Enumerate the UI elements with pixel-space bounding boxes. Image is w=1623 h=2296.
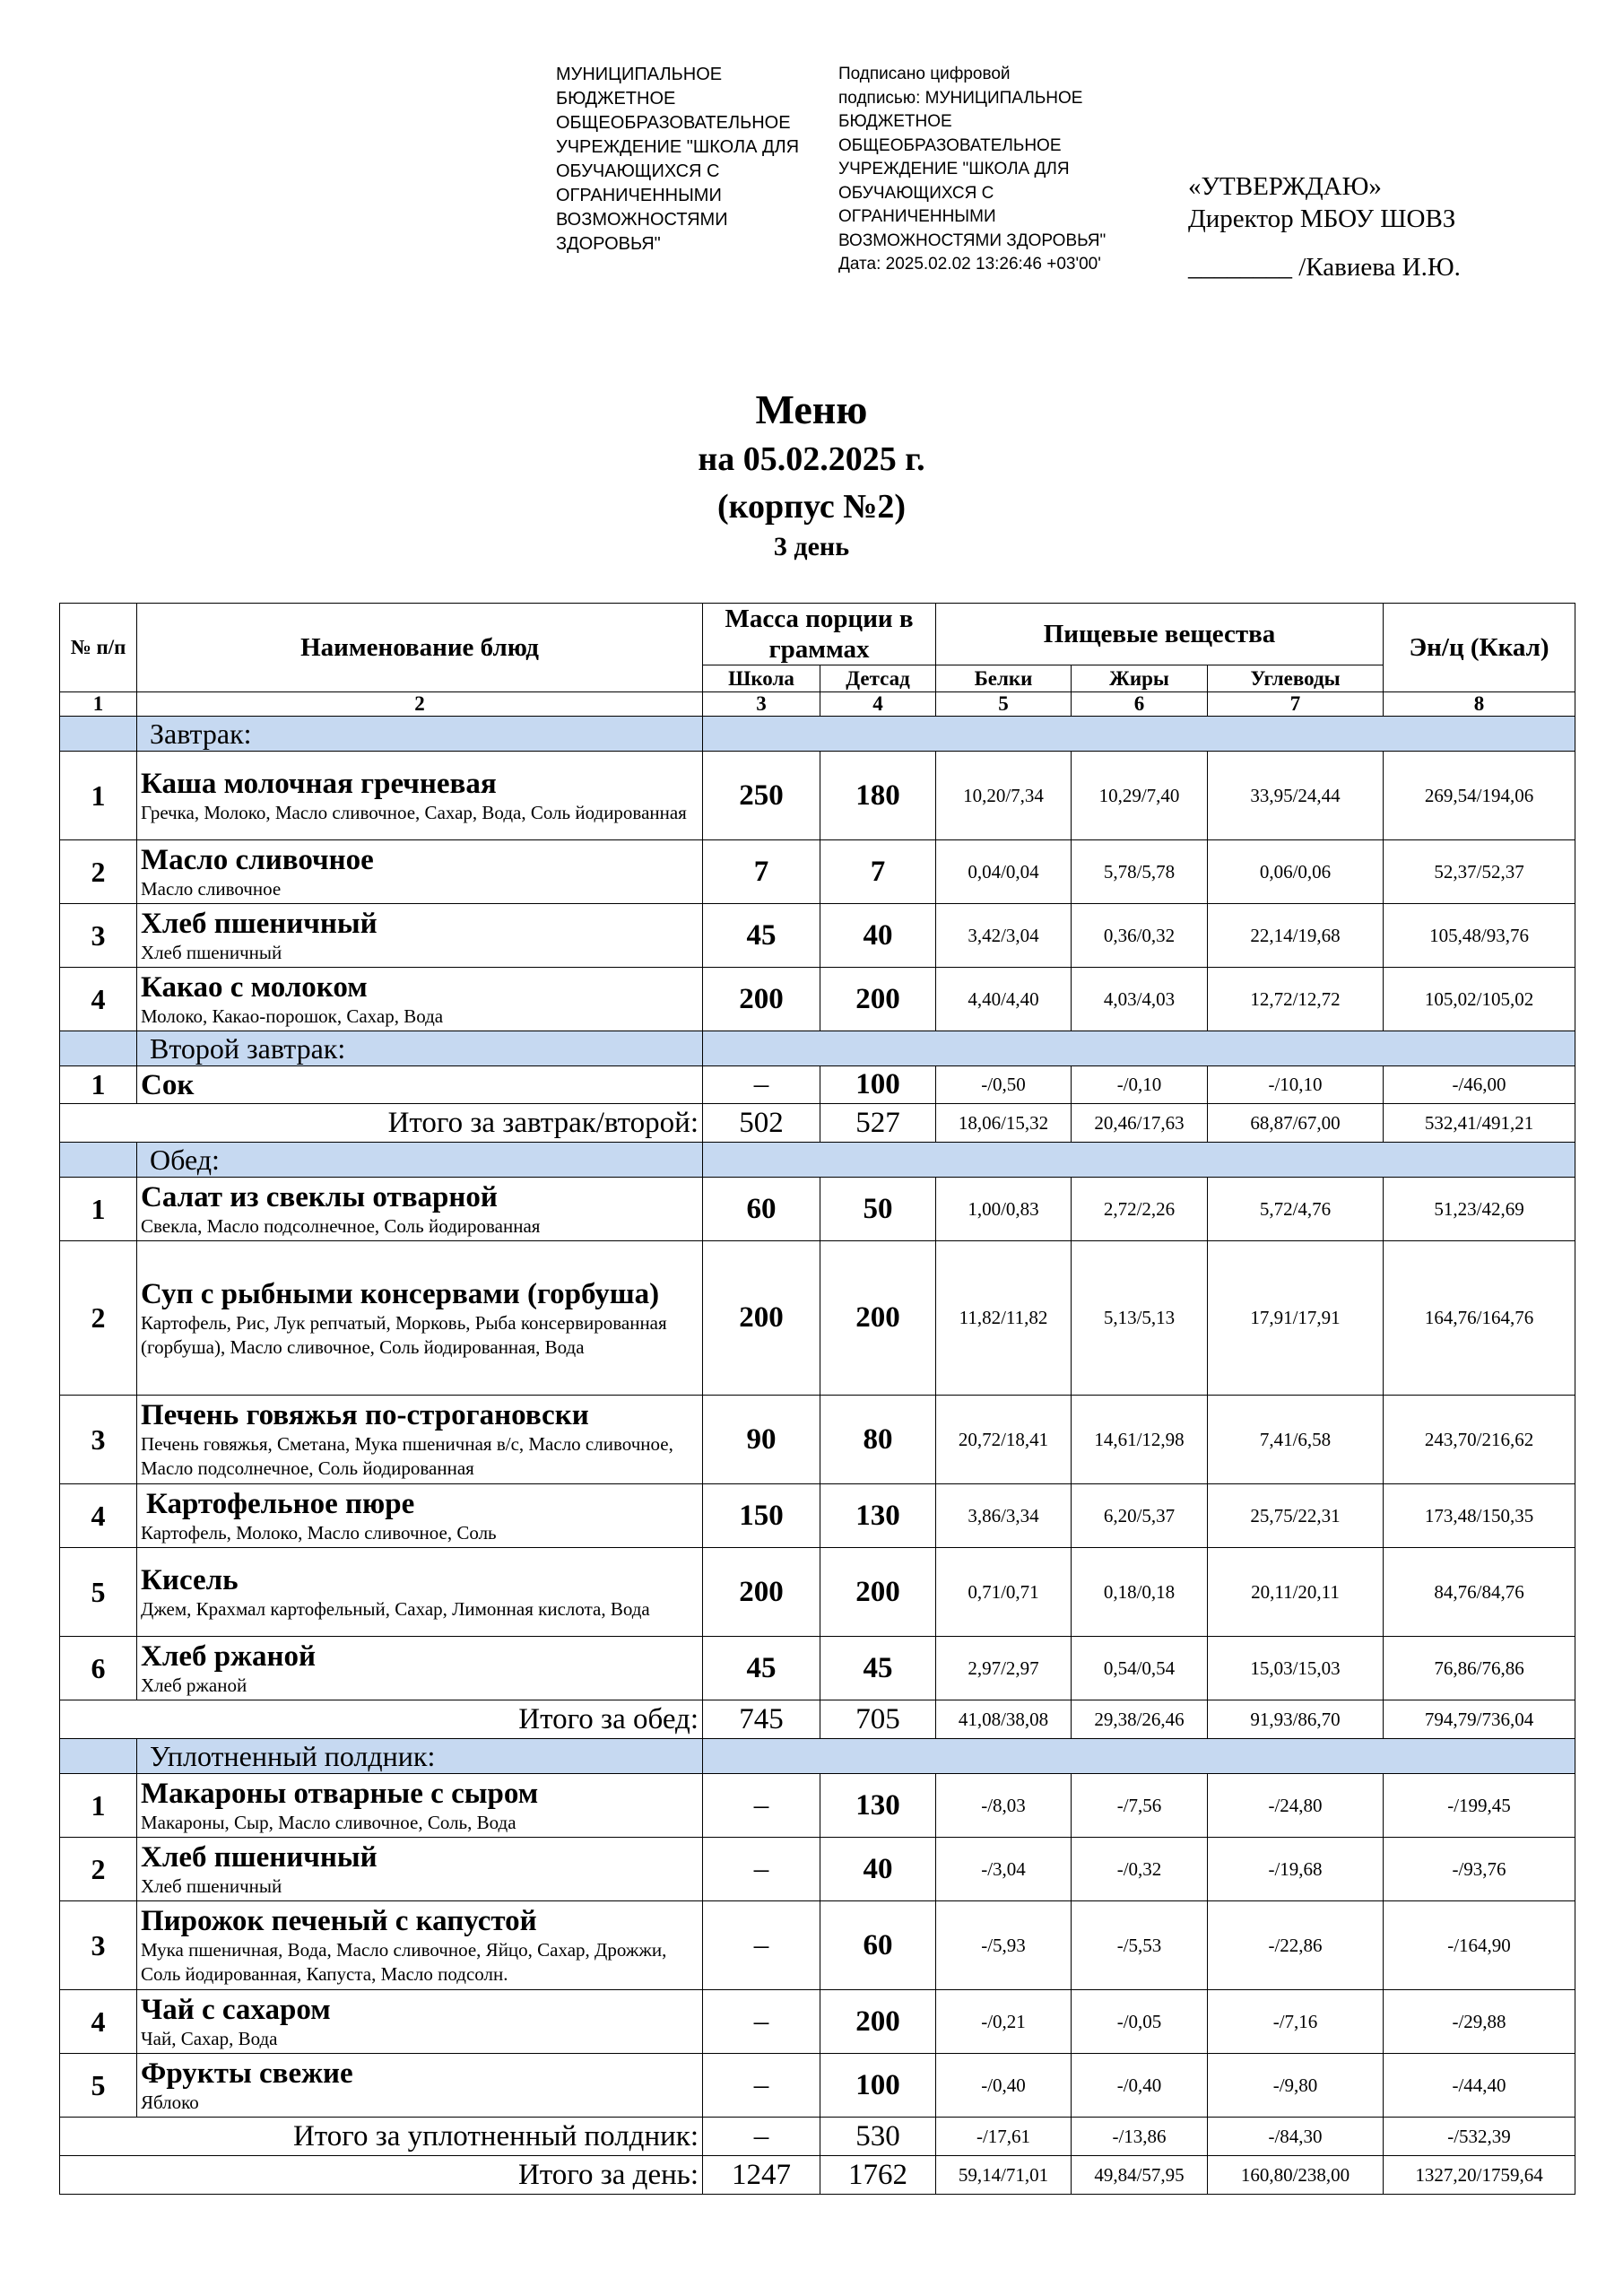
mass-kindergarten: 45: [820, 1637, 936, 1700]
carbs-value: 15,03/15,03: [1208, 1637, 1384, 1700]
table-row: 3 Печень говяжья по-строгановски Печень говяжья, Сметана, Мука пшеничная в/с, Масло сливочное, Масло подсолнечное, Соль йодированная 90 80 20,72/18,41 14,61/12,98 7,41/6,58 243,70/216,62: [60, 1396, 1575, 1484]
header-school: Школа: [703, 665, 820, 692]
energy-value: 105,48/93,76: [1384, 904, 1575, 968]
dish-ingredients: Яблоко: [141, 2091, 199, 2113]
section-row-lunch: [60, 1143, 1575, 1178]
table-row: 3 Хлеб пшеничный Хлеб пшеничный 45 40 3,42/3,04 0,36/0,32 22,14/19,68 105,48/93,76: [60, 904, 1575, 968]
header-carbs: Углеводы: [1208, 665, 1384, 692]
dish-name: Суп с рыбными консервами (горбуша): [141, 1277, 660, 1310]
total-protein: 18,06/15,32: [936, 1104, 1072, 1143]
protein-value: 3,86/3,34: [936, 1484, 1072, 1548]
total-kindergarten: 1762: [820, 2156, 936, 2195]
header-dish-name: Наименование блюд: [137, 604, 703, 692]
mass-kindergarten: 130: [820, 1484, 936, 1548]
dish-ingredients: Макароны, Сыр, Масло сливочное, Соль, Вода: [141, 1811, 516, 1833]
approval-block: [1188, 170, 1461, 283]
approval-heading: «УТВЕРЖДАЮ»: [1188, 172, 1382, 201]
approval-position: Директор МБОУ ШОВЗ: [1188, 204, 1456, 233]
table-row: 2 Суп с рыбными консервами (горбуша) Картофель, Рис, Лук репчатый, Морковь, Рыба консервированная (горбуша), Масло сливочное, Соль йодированная, Вода 200 200 11,82/11,82 5,13/5,13 17,91/17,91 164,76/164,76: [60, 1241, 1575, 1396]
dish-name: Сок: [141, 1068, 195, 1101]
total-label: Итого за день:: [60, 2156, 703, 2195]
dish-name: Макароны отварные с сыром: [141, 1777, 539, 1810]
total-kindergarten: 527: [820, 1104, 936, 1143]
energy-value: -/46,00: [1384, 1066, 1575, 1104]
mass-kindergarten: 100: [820, 1066, 936, 1104]
table-row: 3 Пирожок печеный с капустой Мука пшеничная, Вода, Масло сливочное, Яйцо, Сахар, Дрожжи, Соль йодированная, Капуста, Масло подсолн. – 60 -/5,93 -/5,53 -/22,86 -/164,90: [60, 1901, 1575, 1990]
energy-value: -/164,90: [1384, 1901, 1575, 1990]
table-row: 1 Сок – 100 -/0,50 -/0,10 -/10,10 -/46,00: [60, 1066, 1575, 1104]
carbs-value: 33,95/24,44: [1208, 752, 1384, 840]
total-protein: 41,08/38,08: [936, 1700, 1072, 1739]
mass-school: 90: [703, 1396, 820, 1484]
mass-kindergarten: 40: [820, 904, 936, 968]
section-title: Обед:: [137, 1143, 703, 1178]
header-mass: Масса порции в граммах: [703, 604, 936, 665]
mass-kindergarten: 7: [820, 840, 936, 904]
header-protein: Белки: [936, 665, 1072, 692]
protein-value: 1,00/0,83: [936, 1178, 1072, 1241]
header-energy: Эн/ц (Ккал): [1384, 604, 1575, 692]
menu-building: (корпус №2): [716, 488, 907, 526]
fat-value: -/0,32: [1072, 1838, 1208, 1901]
header-number: № п/п: [60, 604, 137, 692]
total-fat: -/13,86: [1072, 2118, 1208, 2156]
approval-signature-line: ________ /Кавиева И.Ю.: [1188, 253, 1461, 282]
total-label: Итого за уплотненный полдник:: [60, 2118, 703, 2156]
dish-name: Хлеб ржаной: [141, 1639, 317, 1673]
carbs-value: 17,91/17,91: [1208, 1241, 1384, 1396]
fat-value: -/0,05: [1072, 1990, 1208, 2054]
dish-name: Пирожок печеный с капустой: [141, 1905, 537, 1937]
fat-value: 0,54/0,54: [1072, 1637, 1208, 1700]
mass-school: –: [703, 1901, 820, 1990]
mass-kindergarten: 40: [820, 1838, 936, 1901]
dish-ingredients: Картофель, Рис, Лук репчатый, Морковь, Рыба консервированная (горбуша), Масло сливочное, Соль йодированная, Вода: [141, 1311, 667, 1358]
carbs-value: 20,11/20,11: [1208, 1548, 1384, 1637]
protein-value: -/8,03: [936, 1774, 1072, 1838]
mass-kindergarten: 200: [820, 1548, 936, 1637]
dish-name: Кисель: [141, 1563, 239, 1596]
energy-value: 52,37/52,37: [1384, 840, 1575, 904]
fat-value: 0,18/0,18: [1072, 1548, 1208, 1637]
section-title: Завтрак:: [137, 717, 703, 752]
table-row: 5 Фрукты свежие Яблоко – 100 -/0,40 -/0,40 -/9,80 -/44,40: [60, 2054, 1575, 2118]
mass-school: –: [703, 1066, 820, 1104]
energy-value: -/44,40: [1384, 2054, 1575, 2118]
carbs-value: -/7,16: [1208, 1990, 1384, 2054]
mass-kindergarten: 80: [820, 1396, 936, 1484]
column-number: 7: [1208, 692, 1384, 717]
mass-school: 150: [703, 1484, 820, 1548]
menu-day: 3 день: [773, 532, 850, 561]
energy-value: -/93,76: [1384, 1838, 1575, 1901]
total-carbs: -/84,30: [1208, 2118, 1384, 2156]
carbs-value: -/22,86: [1208, 1901, 1384, 1990]
dish-name: Хлеб пшеничный: [141, 1840, 378, 1874]
signature-organization: МУНИЦИПАЛЬНОЕ БЮДЖЕТНОЕ ОБЩЕОБРАЗОВАТЕЛЬНОЕ УЧРЕЖДЕНИЕ "ШКОЛА ДЛЯ ОБУЧАЮЩИХСЯ С ОГРАНИЧЕННЫМИ ВОЗМОЖНОСТЯМИ ЗДОРОВЬЯ": [556, 65, 800, 254]
protein-value: 2,97/2,97: [936, 1637, 1072, 1700]
total-energy: 532,41/491,21: [1384, 1104, 1575, 1143]
fat-value: 5,78/5,78: [1072, 840, 1208, 904]
total-kindergarten: 705: [820, 1700, 936, 1739]
mass-school: 200: [703, 968, 820, 1031]
dish-ingredients: Свекла, Масло подсолнечное, Соль йодированная: [141, 1214, 541, 1237]
protein-value: -/0,21: [936, 1990, 1072, 2054]
total-protein: 59,14/71,01: [936, 2156, 1072, 2195]
protein-value: 10,20/7,34: [936, 752, 1072, 840]
energy-value: 243,70/216,62: [1384, 1396, 1575, 1484]
total-energy: -/532,39: [1384, 2118, 1575, 2156]
mass-school: 7: [703, 840, 820, 904]
carbs-value: 25,75/22,31: [1208, 1484, 1384, 1548]
menu-table: [59, 603, 1575, 2195]
fat-value: -/5,53: [1072, 1901, 1208, 1990]
mass-school: 45: [703, 904, 820, 968]
total-row-day: [60, 2156, 1575, 2195]
mass-school: 200: [703, 1548, 820, 1637]
table-row: 2 Масло сливочное Масло сливочное 7 7 0,04/0,04 5,78/5,78 0,06/0,06 52,37/52,37: [60, 840, 1575, 904]
mass-school: 200: [703, 1241, 820, 1396]
column-number: 8: [1384, 692, 1575, 717]
carbs-value: 12,72/12,72: [1208, 968, 1384, 1031]
total-fat: 49,84/57,95: [1072, 2156, 1208, 2195]
total-label: Итого за завтрак/второй:: [60, 1104, 703, 1143]
carbs-value: 22,14/19,68: [1208, 904, 1384, 968]
energy-value: -/199,45: [1384, 1774, 1575, 1838]
total-energy: 794,79/736,04: [1384, 1700, 1575, 1739]
protein-value: -/3,04: [936, 1838, 1072, 1901]
dish-ingredients: Хлеб пшеничный: [141, 1874, 282, 1897]
total-energy: 1327,20/1759,64: [1384, 2156, 1575, 2195]
energy-value: -/29,88: [1384, 1990, 1575, 2054]
dish-ingredients: Картофель, Молоко, Масло сливочное, Соль: [141, 1521, 497, 1544]
dish-ingredients: Печень говяжья, Сметана, Мука пшеничная в/с, Масло сливочное, Масло подсолнечное, Соль йодированная: [141, 1433, 673, 1479]
carbs-value: -/24,80: [1208, 1774, 1384, 1838]
total-fat: 29,38/26,46: [1072, 1700, 1208, 1739]
fat-value: -/0,40: [1072, 2054, 1208, 2118]
carbs-value: 7,41/6,58: [1208, 1396, 1384, 1484]
dish-ingredients: Хлеб пшеничный: [141, 941, 282, 963]
protein-value: -/5,93: [936, 1901, 1072, 1990]
protein-value: 4,40/4,40: [936, 968, 1072, 1031]
energy-value: 173,48/150,35: [1384, 1484, 1575, 1548]
column-number: 5: [936, 692, 1072, 717]
mass-school: –: [703, 1990, 820, 2054]
mass-kindergarten: 200: [820, 1241, 936, 1396]
mass-kindergarten: 200: [820, 968, 936, 1031]
dish-name: Салат из свеклы отварной: [141, 1180, 498, 1213]
mass-school: –: [703, 1774, 820, 1838]
column-number: 4: [820, 692, 936, 717]
section-row-second-breakfast: [60, 1031, 1575, 1066]
dish-name: Картофельное пюре: [146, 1487, 415, 1520]
carbs-value: -/19,68: [1208, 1838, 1384, 1901]
fat-value: -/0,10: [1072, 1066, 1208, 1104]
dish-name: Каша молочная гречневая: [141, 767, 497, 800]
digital-signature-text: Подписано цифровой подписью: МУНИЦИПАЛЬНОЕ БЮДЖЕТНОЕ ОБЩЕОБРАЗОВАТЕЛЬНОЕ УЧРЕЖДЕНИЕ "ШКОЛА ДЛЯ ОБУЧАЮЩИХСЯ С ОГРАНИЧЕННЫМИ ВОЗМОЖНОСТЯМИ ЗДОРОВЬЯ" Дата: 2025.02.02 13:26:46 +03'00': [838, 65, 1107, 274]
total-protein: -/17,61: [936, 2118, 1072, 2156]
protein-value: -/0,50: [936, 1066, 1072, 1104]
table-row: 1 Макароны отварные с сыром Макароны, Сыр, Масло сливочное, Соль, Вода – 130 -/8,03 -/7,56 -/24,80 -/199,45: [60, 1774, 1575, 1838]
column-number-row: [60, 692, 1575, 717]
total-school: 745: [703, 1700, 820, 1739]
mass-school: –: [703, 1838, 820, 1901]
energy-value: 84,76/84,76: [1384, 1548, 1575, 1637]
fat-value: 14,61/12,98: [1072, 1396, 1208, 1484]
energy-value: 105,02/105,02: [1384, 968, 1575, 1031]
energy-value: 164,76/164,76: [1384, 1241, 1575, 1396]
table-row: 1 Салат из свеклы отварной Свекла, Масло подсолнечное, Соль йодированная 60 50 1,00/0,83 2,72/2,26 5,72/4,76 51,23/42,69: [60, 1178, 1575, 1241]
mass-school: 45: [703, 1637, 820, 1700]
total-carbs: 91,93/86,70: [1208, 1700, 1384, 1739]
energy-value: 76,86/76,86: [1384, 1637, 1575, 1700]
section-row-breakfast: [60, 717, 1575, 752]
fat-value: 6,20/5,37: [1072, 1484, 1208, 1548]
mass-kindergarten: 180: [820, 752, 936, 840]
total-school: 502: [703, 1104, 820, 1143]
section-title: Уплотненный полдник:: [137, 1739, 703, 1774]
total-fat: 20,46/17,63: [1072, 1104, 1208, 1143]
carbs-value: 5,72/4,76: [1208, 1178, 1384, 1241]
protein-value: 3,42/3,04: [936, 904, 1072, 968]
dish-name: Какао с молоком: [141, 970, 368, 1004]
carbs-value: -/10,10: [1208, 1066, 1384, 1104]
total-kindergarten: 530: [820, 2118, 936, 2156]
column-number: 2: [137, 692, 703, 717]
mass-school: 250: [703, 752, 820, 840]
table-row: 6 Хлеб ржаной Хлеб ржаной 45 45 2,97/2,97 0,54/0,54 15,03/15,03 76,86/76,86: [60, 1637, 1575, 1700]
column-number: 3: [703, 692, 820, 717]
column-number: 6: [1072, 692, 1208, 717]
mass-kindergarten: 50: [820, 1178, 936, 1241]
dish-ingredients: Молоко, Какао-порошок, Сахар, Вода: [141, 1004, 444, 1027]
dish-name: Фрукты свежие: [141, 2057, 353, 2090]
fat-value: 5,13/5,13: [1072, 1241, 1208, 1396]
protein-value: -/0,40: [936, 2054, 1072, 2118]
fat-value: 0,36/0,32: [1072, 904, 1208, 968]
mass-kindergarten: 200: [820, 1990, 936, 2054]
fat-value: 2,72/2,26: [1072, 1178, 1208, 1241]
fat-value: -/7,56: [1072, 1774, 1208, 1838]
table-row: 4 Какао с молоком Молоко, Какао-порошок, Сахар, Вода 200 200 4,40/4,40 4,03/4,03 12,72/12,72 105,02/105,02: [60, 968, 1575, 1031]
mass-kindergarten: 100: [820, 2054, 936, 2118]
dish-name: Масло сливочное: [141, 843, 374, 876]
section-title: Второй завтрак:: [137, 1031, 703, 1066]
table-row: 4 Чай с сахаром Чай, Сахар, Вода – 200 -/0,21 -/0,05 -/7,16 -/29,88: [60, 1990, 1575, 2054]
header-fat: Жиры: [1072, 665, 1208, 692]
carbs-value: 0,06/0,06: [1208, 840, 1384, 904]
fat-value: 10,29/7,40: [1072, 752, 1208, 840]
column-number: 1: [60, 692, 137, 717]
page-title: Меню: [755, 387, 868, 432]
table-row: 4 Картофельное пюре Картофель, Молоко, Масло сливочное, Соль 150 130 3,86/3,34 6,20/5,37 25,75/22,31 173,48/150,35: [60, 1484, 1575, 1548]
mass-school: –: [703, 2054, 820, 2118]
fat-value: 4,03/4,03: [1072, 968, 1208, 1031]
dish-name: Чай с сахаром: [141, 1993, 331, 2026]
dish-ingredients: Хлеб ржаной: [141, 1674, 247, 1696]
energy-value: 269,54/194,06: [1384, 752, 1575, 840]
mass-kindergarten: 130: [820, 1774, 936, 1838]
dish-ingredients: Джем, Крахмал картофельный, Сахар, Лимонная кислота, Вода: [141, 1597, 650, 1620]
dish-ingredients: Масло сливочное: [141, 877, 282, 900]
header-kindergarten: Детсад: [820, 665, 936, 692]
table-row: 5 Кисель Джем, Крахмал картофельный, Сахар, Лимонная кислота, Вода 200 200 0,71/0,71 0,18/0,18 20,11/20,11 84,76/84,76: [60, 1548, 1575, 1637]
total-row-breakfast: [60, 1104, 1575, 1143]
menu-date: на 05.02.2025 г.: [698, 440, 925, 478]
protein-value: 20,72/18,41: [936, 1396, 1072, 1484]
dish-name: Хлеб пшеничный: [141, 907, 378, 940]
table-row: 2 Хлеб пшеничный Хлеб пшеничный – 40 -/3,04 -/0,32 -/19,68 -/93,76: [60, 1838, 1575, 1901]
protein-value: 11,82/11,82: [936, 1241, 1072, 1396]
dish-name: Печень говяжья по-строгановски: [141, 1399, 589, 1431]
carbs-value: -/9,80: [1208, 2054, 1384, 2118]
total-carbs: 160,80/238,00: [1208, 2156, 1384, 2195]
mass-kindergarten: 60: [820, 1901, 936, 1990]
protein-value: 0,04/0,04: [936, 840, 1072, 904]
table-row: 1 Каша молочная гречневая Гречка, Молоко, Масло сливочное, Сахар, Вода, Соль йодированная 250 180 10,20/7,34 10,29/7,40 33,95/24,44 269,54/194,06: [60, 752, 1575, 840]
total-school: 1247: [703, 2156, 820, 2195]
energy-value: 51,23/42,69: [1384, 1178, 1575, 1241]
mass-school: 60: [703, 1178, 820, 1241]
total-carbs: 68,87/67,00: [1208, 1104, 1384, 1143]
dish-ingredients: Мука пшеничная, Вода, Масло сливочное, Яйцо, Сахар, Дрожжи, Соль йодированная, Капуста, Масло подсолн.: [141, 1939, 667, 1985]
total-label: Итого за обед:: [60, 1700, 703, 1739]
dish-ingredients: Гречка, Молоко, Масло сливочное, Сахар, Вода, Соль йодированная: [141, 801, 687, 823]
dish-ingredients: Чай, Сахар, Вода: [141, 2027, 278, 2049]
total-row-lunch: [60, 1700, 1575, 1739]
header-nutrients: Пищевые вещества: [936, 604, 1384, 665]
total-school: –: [703, 2118, 820, 2156]
section-row-snack: [60, 1739, 1575, 1774]
total-row-snack: [60, 2118, 1575, 2156]
protein-value: 0,71/0,71: [936, 1548, 1072, 1637]
